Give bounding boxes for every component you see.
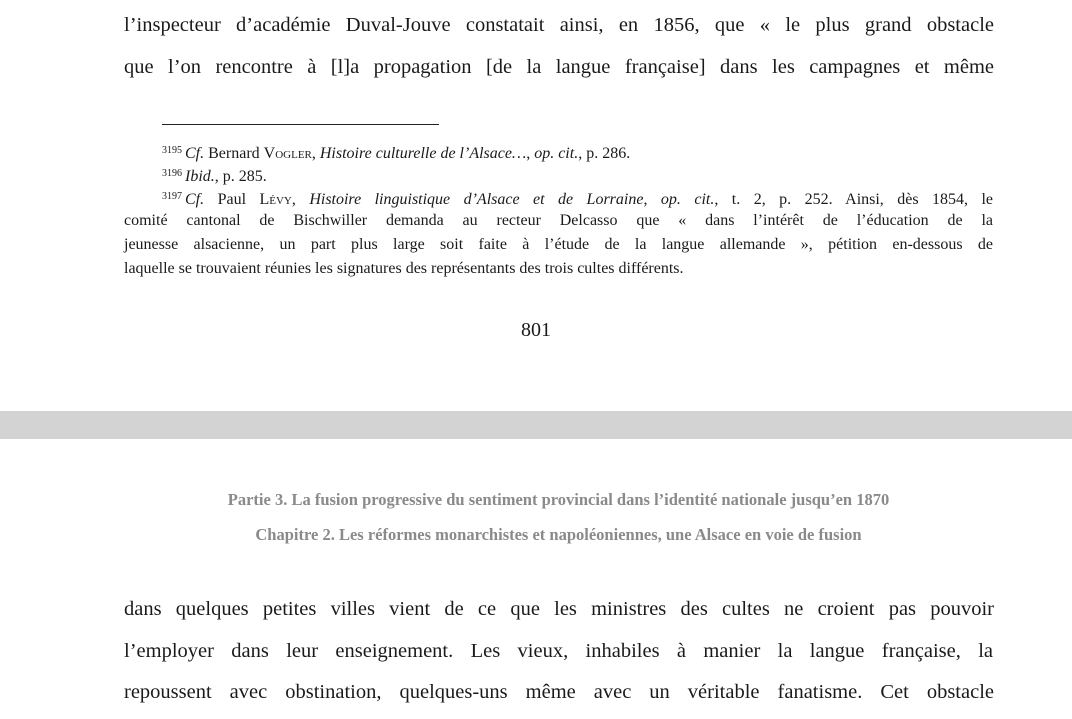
footnote-number: 3197 (162, 191, 182, 202)
book-title: Histoire linguistique d’Alsace et de Lorraine (309, 191, 644, 208)
body-text-line: que l’on rencontre à [l]a propagation [de la langue française] dans les campagnes et même (124, 56, 994, 78)
footnote-continuation-line: comité cantonal de Bischwiller demanda au recteur Delcasso que « dans l’intérêt de l’éducation de la (124, 212, 993, 229)
running-head-part: Partie 3. La fusion progressive du sentiment provincial dans l’identité nationale jusqu’en 1870 (227, 490, 890, 509)
footnote-number: 3196 (162, 168, 182, 179)
footnote-number: 3195 (162, 145, 182, 156)
body-text-line: l’employer dans leur enseignement. Les vieux, inhabiles à manier la langue française, la (124, 640, 993, 662)
running-head-chapter: Chapitre 2. Les réformes monarchistes et napoléoniennes, une Alsace en voie de fusion (255, 525, 862, 544)
footnote-continuation-line: laquelle se trouvaient réunies les signatures des représentants des trois cultes différents. (124, 260, 684, 277)
footnote-3196: $^{3196}$ Ibid., p. 285. (162, 168, 267, 185)
page-number: 801 (521, 319, 551, 341)
footnote-continuation-line: jeunesse alsacienne, un part plus large soit faite à l’étude de la langue allemande », pétition en-dessous de (124, 236, 993, 253)
footnote-3197: $^{3197}$ Cf. Paul Lévy, Histoire linguistique d’Alsace et de Lorraine, op. cit., t. 2, p. 252. Ainsi, dès 1854, le (162, 191, 994, 208)
book-title: Histoire culturelle de l’Alsace… (319, 145, 527, 162)
author-name: Vogler (263, 145, 312, 162)
body-text-line: dans quelques petites villes vient de ce que les ministres des cultes ne croient pas pouvoir (124, 598, 994, 620)
body-text-line: l’inspecteur d’académie Duval-Jouve constatait ainsi, en 1856, que « le plus grand obstacle (124, 14, 994, 36)
author-name: Lévy (259, 191, 292, 208)
page-802 (0, 439, 1072, 719)
footnote-separator (162, 124, 439, 125)
body-text-line: repoussent avec obstination, quelques-uns même avec un véritable fanatisme. Cet obstacle (124, 681, 994, 703)
page-separator (0, 411, 1072, 439)
footnote-3195: $^{3195}$ Cf. Bernard Vogler, Histoire culturelle de l’Alsace…, op. cit., p. 286. (162, 145, 631, 162)
